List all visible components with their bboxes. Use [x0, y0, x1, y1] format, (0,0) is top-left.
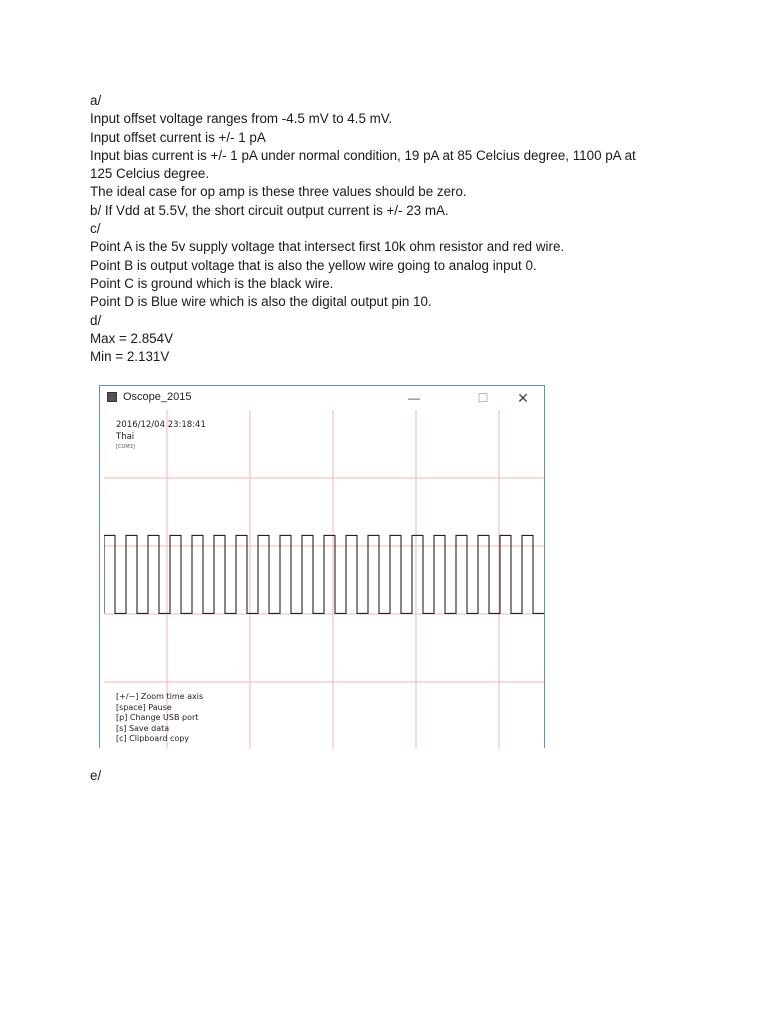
key-help-clipboard: [c] Clipboard copy [116, 734, 190, 743]
section-c-label: c/ [90, 221, 101, 237]
app-icon [107, 392, 117, 402]
max-voltage-text: Max = 2.854V [90, 330, 173, 346]
oscope-window-screenshot [99, 385, 545, 748]
section-b-text: b/ If Vdd at 5.5V, the short circuit output current is +/- 23 mA. [90, 202, 449, 218]
point-b-text: Point B is output voltage that is also the yellow wire going to analog input 0. [90, 257, 537, 273]
section-e-label: e/ [90, 768, 102, 783]
bias-current-text-continued: 125 Celcius degree. [90, 166, 210, 182]
key-help-usb-port: [p] Change USB port [116, 713, 199, 722]
point-a-text: Point A is the 5v supply voltage that intersect first 10k ohm resistor and red wire. [90, 239, 565, 255]
section-a-label: a/ [90, 93, 102, 108]
key-help-pause: [space] Pause [116, 702, 172, 712]
key-help-list [116, 692, 203, 745]
offset-voltage-text: Input offset voltage ranges from -4.5 mV to 4.5 mV. [90, 111, 393, 127]
oscilloscope-plot [104, 410, 544, 749]
ideal-case-text: The ideal case for op amp is these three values should be zero. [90, 184, 467, 200]
maximize-button[interactable]: ☐ [477, 391, 489, 405]
section-d-label: d/ [90, 312, 102, 328]
square-wave-trace [104, 535, 544, 613]
offset-current-text: Input offset current is +/- 1 pA [90, 129, 266, 145]
close-button[interactable]: ✕ [517, 390, 529, 406]
point-d-text: Point D is Blue wire which is also the digital output pin 10. [90, 294, 432, 310]
user-name: Thai [116, 432, 135, 442]
min-voltage-text: Min = 2.131V [90, 349, 170, 365]
document-body [90, 92, 690, 366]
window-titlebar [100, 386, 544, 410]
window-title: Oscope_2015 [123, 391, 192, 403]
minimize-button[interactable]: — [408, 391, 420, 405]
key-help-zoom: [+/−] Zoom time axis [116, 692, 204, 701]
key-help-save: [s] Save data [116, 723, 170, 733]
capture-timestamp: 2016/12/04 23:18:41 [116, 420, 206, 430]
point-c-text: Point C is ground which is the black wire. [90, 275, 334, 291]
bias-current-text: Input bias current is +/- 1 pA under normal condition, 19 pA at 85 Celcius degree, 1100 pA at [90, 147, 636, 163]
usb-port-label: [COM3] [116, 444, 135, 450]
